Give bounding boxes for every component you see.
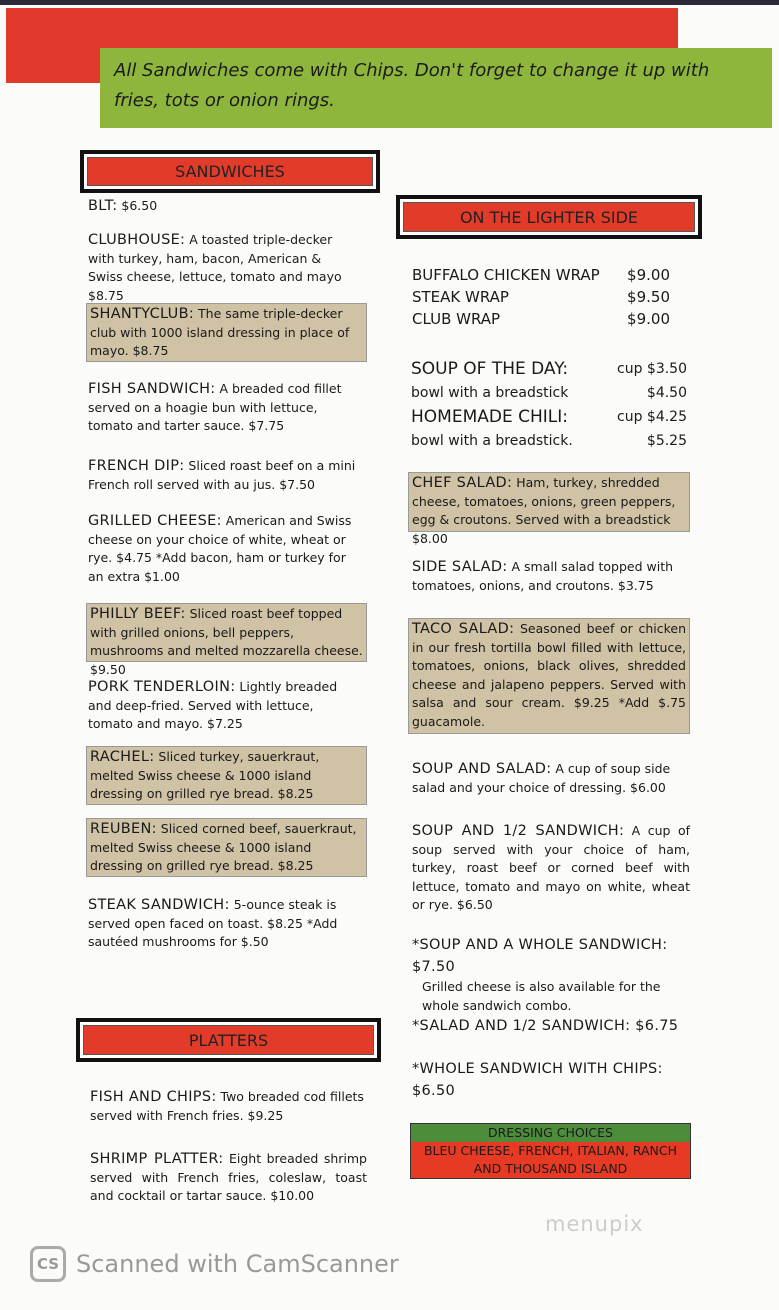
lighter-side-title: ON THE LIGHTER SIDE <box>403 202 695 232</box>
soups-list <box>411 357 687 453</box>
soup-item: bowl with a breadstick. $5.25 <box>411 433 687 449</box>
menu-item-highlight: CHEF SALAD: Ham, turkey, shredded cheese, tomatoes, onions, green peppers, egg & croutons. Served with a breadstick $8.00 <box>408 472 690 532</box>
wrap-item: STEAK WRAP $9.50 <box>412 288 670 306</box>
menu-item: STEAK SANDWICH: 5-ounce steak is served open faced on toast. $8.25 *Add sautéed mushrooms for $.50 <box>88 897 338 949</box>
menu-item-highlight: REUBEN: Sliced corned beef, sauerkraut, melted Swiss cheese & 1000 island dressing on grilled rye bread. $8.25 <box>86 818 367 877</box>
platters-title: PLATTERS <box>83 1025 374 1055</box>
menu-item: SIDE SALAD: A small salad topped with tomatoes, onions, and croutons. $3.75 <box>412 559 674 593</box>
menu-item: SOUP AND 1/2 SANDWICH: A cup of soup served with your choice of ham, turkey, roast beef or corned beef with lettuce, tomato and mayo on white, wheat or rye. $6.50 <box>412 823 690 912</box>
camscanner-text: Scanned with CamScanner <box>76 1250 399 1278</box>
menu-item: SHRIMP PLATTER: Eight breaded shrimp served with French fries, coleslaw, toast and cocktail or tartar sauce. $10.00 <box>90 1151 367 1203</box>
chips-banner: All Sandwiches come with Chips. Don't forget to change it up with fries, tots or onion rings. <box>100 48 772 128</box>
sandwiches-header <box>80 150 380 193</box>
menu-item-highlight: PHILLY BEEF: Sliced roast beef topped with grilled onions, bell peppers, mushrooms and melted mozzarella cheese. $9.50 <box>86 603 367 662</box>
combo-item: *SALAD AND 1/2 SANDWICH: $6.75 <box>412 1018 679 1034</box>
camscanner-footer <box>30 1246 399 1282</box>
menu-item: FRENCH DIP: Sliced roast beef on a mini French roll served with au jus. $7.50 <box>88 458 356 492</box>
soup-item: HOMEMADE CHILI: cup $4.25 <box>411 407 687 427</box>
soup-item: SOUP OF THE DAY: cup $3.50 <box>411 359 687 379</box>
menu-item: FISH AND CHIPS: Two breaded cod fillets served with French fries. $9.25 <box>90 1089 364 1123</box>
combo-item: *WHOLE SANDWICH WITH CHIPS: $6.50 <box>412 1061 663 1099</box>
menu-item: BLT: $6.50 <box>88 198 158 214</box>
menu-item: SOUP AND SALAD: A cup of soup side salad and your choice of dressing. $6.00 <box>412 761 671 795</box>
menu-item: CLUBHOUSE: A toasted triple-decker with turkey, ham, bacon, American & Swiss cheese, lettuce, tomato and mayo $8.75 <box>88 232 342 303</box>
menu-item-highlight: RACHEL: Sliced turkey, sauerkraut, melted Swiss cheese & 1000 island dressing on grilled rye bread. $8.25 <box>86 746 367 805</box>
menu-item: FISH SANDWICH: A breaded cod fillet served on a hoagie bun with lettuce, tomato and tarter sauce. $7.75 <box>88 381 342 433</box>
sandwiches-title: SANDWICHES <box>87 157 373 186</box>
platters-header <box>76 1018 381 1062</box>
menu-item-highlight: SHANTYCLUB: The same triple-decker club with 1000 island dressing in place of mayo. $8.75 <box>86 303 367 362</box>
menu-item: PORK TENDERLOIN: Lightly breaded and deep-fried. Served with lettuce, tomato and mayo. $7.25 <box>88 679 338 731</box>
watermark: menupix <box>545 1212 644 1236</box>
menu-item: GRILLED CHEESE: American and Swiss cheese on your choice of white, wheat or rye. $4.75 *Add bacon, ham or turkey for an extra $1.00 <box>88 513 352 584</box>
wrap-item: BUFFALO CHICKEN WRAP $9.00 <box>412 266 670 284</box>
camscanner-logo-icon: CS <box>30 1246 66 1282</box>
dressing-title: DRESSING CHOICES <box>411 1124 690 1142</box>
wrap-item: CLUB WRAP $9.00 <box>412 310 670 328</box>
dressing-options: BLEU CHEESE, FRENCH, ITALIAN, RANCH AND THOUSAND ISLAND <box>411 1142 690 1178</box>
dressing-choices <box>410 1123 691 1179</box>
soup-item: bowl with a breadstick $4.50 <box>411 385 687 401</box>
top-edge <box>0 0 779 5</box>
menu-item-highlight: TACO SALAD: Seasoned beef or chicken in our fresh tortilla bowl filled with lettuce, tomatoes, onions, black olives, shredded cheese and jalapeno peppers. Served with salsa and sour cream. $9.25 *Add $.75 guacamole. <box>408 618 690 734</box>
lighter-side-header <box>396 195 702 239</box>
wraps-list <box>412 264 670 330</box>
combo-item: *SOUP AND A WHOLE SANDWICH: $7.50 Grilled cheese is also available for the whole sandwich combo. <box>412 937 668 1013</box>
